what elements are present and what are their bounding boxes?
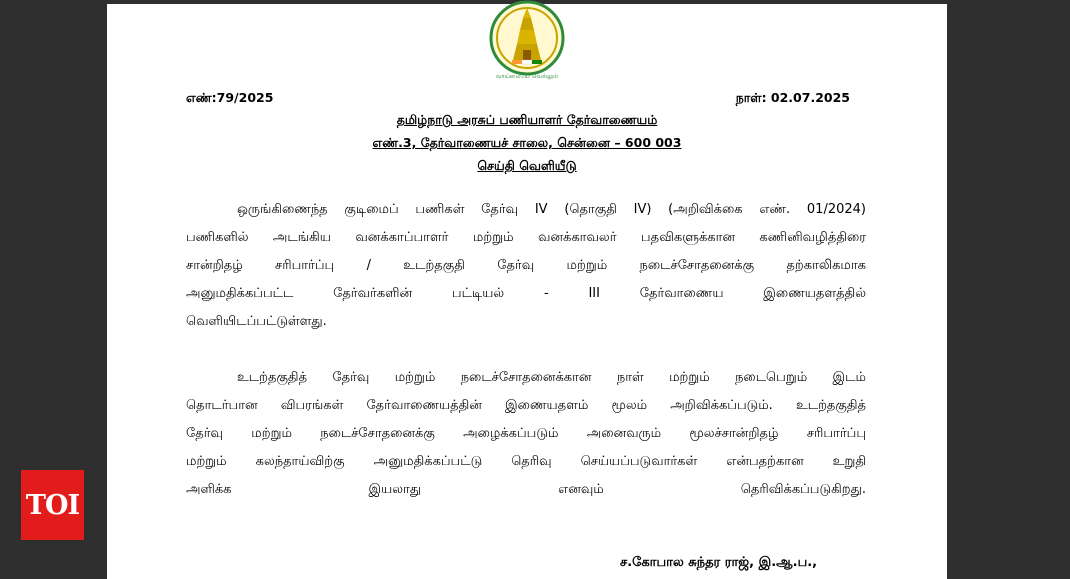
paragraph-line: சான்றிதழ் சரிபார்ப்பு / உடற்தகுதி தேர்வு மற்றும் நடைச்சோதனைக்கு தற்காலிகமாக — [186, 258, 866, 273]
paragraph-line: ஒருங்கிணைந்த குடிமைப் பணிகள் தேர்வு IV (தொகுதி IV) (அறிவிக்கை எண். 01/2024) — [237, 202, 866, 217]
paragraph-line: மற்றும் கலந்தாய்விற்கு அனுமதிக்கப்பட்டு தெரிவு செய்யப்படுவார்கள் என்பதற்கான உறுதி — [186, 454, 866, 469]
paragraph-line: தொடர்பான விபரங்கள் தேர்வாணையத்தின் இணையதளம் மூலம் அறிவிக்கப்படும். உடற்தகுதித் — [186, 398, 866, 413]
toi-logo — [21, 470, 84, 540]
reference-number: எண்:79/2025 — [186, 90, 274, 105]
paragraph-1 — [186, 196, 866, 336]
org-address-heading: எண்.3, தேர்வாணையச் சாலை, சென்னை – 600 003 — [372, 135, 682, 150]
tamil-nadu-emblem-icon — [479, 0, 575, 82]
signatory-name: ச.கோபால சுந்தர ராஜ், இ.ஆ.ப., — [620, 555, 818, 570]
press-release-heading: செய்தி வெளியீடு — [477, 158, 577, 173]
paragraph-line: வெளியிடப்பட்டுள்ளது. — [186, 314, 327, 329]
reference-date: நாள்: 02.07.2025 — [735, 90, 850, 105]
org-name-heading: தமிழ்நாடு அரசுப் பணியாளர் தேர்வாணையம் — [396, 112, 658, 127]
paragraph-line: அனுமதிக்கப்பட்ட தேர்வர்களின் பட்டியல் - III தேர்வாணைய இணையதளத்தில் — [186, 286, 866, 301]
paragraph-line: தேர்வு மற்றும் நடைச்சோதனைக்கு அழைக்கப்படும் அனைவரும் மூலச்சான்றிதழ் சரிபார்ப்பு — [186, 426, 866, 441]
toi-logo-text: TOI — [25, 489, 80, 521]
paragraph-line: உடற்தகுதித் தேர்வு மற்றும் நடைச்சோதனைக்கான நாள் மற்றும் நடைபெறும் இடம் — [237, 370, 866, 385]
emblem-motto: வாய்மையே வெல்லும் — [495, 73, 559, 80]
document-page — [107, 4, 947, 579]
paragraph-line: பணிகளில் அடங்கிய வனக்காப்பாளர் மற்றும் வனக்காவலர் பதவிகளுக்கான கணினிவழித்திரை — [186, 230, 866, 245]
paragraph-2 — [186, 364, 866, 504]
paragraph-line: அளிக்க இயலாது எனவும் தெரிவிக்கப்படுகிறது. — [186, 482, 866, 497]
